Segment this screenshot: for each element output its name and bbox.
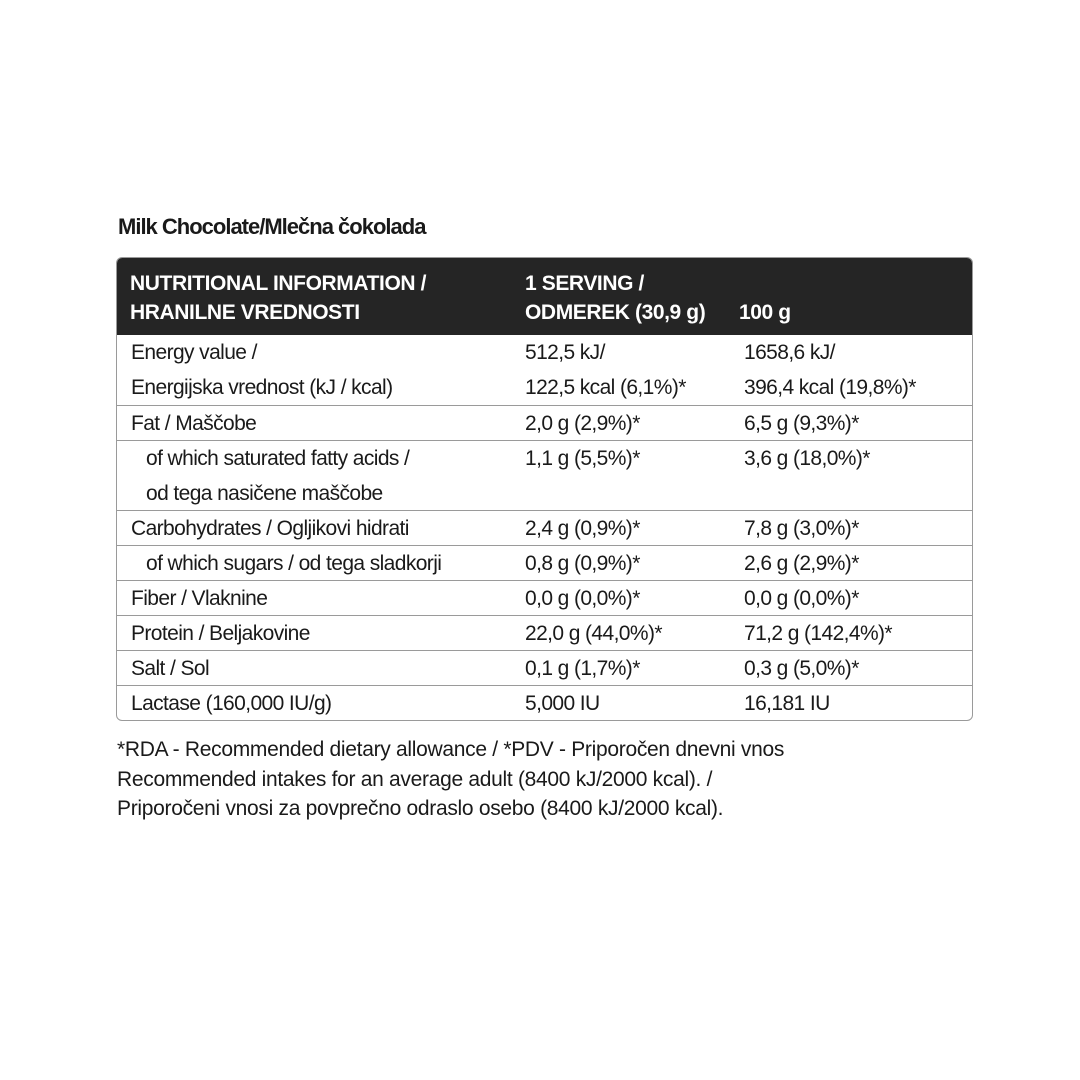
nutrient-name [131, 511, 409, 546]
per-100g-value [744, 686, 830, 721]
table-row [117, 405, 972, 440]
table-row [117, 335, 972, 405]
per-100g-value [744, 581, 859, 616]
nutrient-name-line: Fat / Maščobe [131, 412, 257, 435]
nutrient-name-line: Lactase (160,000 IU/g) [131, 692, 332, 715]
per-100g-value [744, 335, 916, 405]
footnote-line-2: Recommended intakes for an average adult (8400 kJ/2000 kcal). / [117, 767, 713, 791]
serving-value [525, 335, 686, 405]
serving-value-line: 2,4 g (0,9%)* [525, 517, 640, 540]
serving-value [525, 651, 640, 686]
nutrient-name [131, 651, 209, 686]
nutrient-name-line: Energijska vrednost (kJ / kcal) [131, 376, 393, 399]
table-row [117, 510, 972, 545]
header-serving [525, 269, 705, 327]
serving-value [525, 546, 640, 581]
serving-value [525, 511, 640, 546]
table-body [117, 335, 972, 720]
nutrient-name [131, 581, 267, 616]
table-row [117, 580, 972, 615]
nutrient-name-line: Carbohydrates / Ogljikovi hidrati [131, 517, 409, 540]
per-100g-value [744, 511, 859, 546]
serving-value-line: 0,1 g (1,7%)* [525, 657, 640, 680]
serving-value-line: 1,1 g (5,5%)* [525, 447, 640, 470]
table-row [117, 615, 972, 650]
nutrient-name-line: of which saturated fatty acids / [146, 447, 410, 470]
serving-value-line: 2,0 g (2,9%)* [525, 412, 640, 435]
table-header [117, 258, 972, 335]
header-per-100g: 100 g [739, 301, 791, 324]
per-100g-value [744, 616, 892, 651]
per-100g-value-line: 0,3 g (5,0%)* [744, 657, 859, 680]
table-row [117, 685, 972, 720]
nutrient-name-line: od tega nasičene maščobe [146, 482, 383, 505]
nutrient-name [131, 335, 393, 405]
nutrient-name [146, 441, 409, 511]
serving-value [525, 406, 640, 441]
per-100g-value [744, 651, 859, 686]
per-100g-value-line: 2,6 g (2,9%)* [744, 552, 859, 575]
serving-value [525, 686, 600, 721]
serving-value [525, 616, 662, 651]
header-nutrition-info-line1: NUTRITIONAL INFORMATION / [130, 272, 427, 295]
footnote [117, 735, 784, 824]
nutrient-name-line: Fiber / Vlaknine [131, 587, 268, 610]
product-title: Milk Chocolate/Mlečna čokolada [118, 214, 426, 239]
nutrient-name [131, 406, 256, 441]
header-serving-line2: ODMEREK (30,9 g) [525, 301, 706, 324]
per-100g-value-line: 3,6 g (18,0%)* [744, 447, 870, 470]
nutrient-name-line: Salt / Sol [131, 657, 210, 680]
table-row [117, 440, 972, 510]
nutrition-table [116, 257, 973, 721]
nutrient-name [146, 546, 441, 581]
per-100g-value-line: 1658,6 kJ/ [744, 341, 835, 364]
nutrient-name-line: Protein / Beljakovine [131, 622, 310, 645]
serving-value-line: 5,000 IU [525, 692, 600, 715]
per-100g-value [744, 441, 870, 476]
serving-value-line: 512,5 kJ/ [525, 341, 605, 364]
footnote-line-3: Priporočeni vnosi za povprečno odraslo osebo (8400 kJ/2000 kcal). [117, 797, 724, 820]
per-100g-value-line: 396,4 kcal (19,8%)* [744, 376, 916, 399]
serving-value-line: 0,8 g (0,9%)* [525, 552, 640, 575]
serving-value-line: 122,5 kcal (6,1%)* [525, 376, 686, 399]
nutrient-name [131, 686, 331, 721]
per-100g-value-line: 7,8 g (3,0%)* [744, 517, 859, 540]
header-serving-line1: 1 SERVING / [525, 272, 644, 295]
per-100g-value-line: 71,2 g (142,4%)* [744, 622, 893, 645]
table-row [117, 545, 972, 580]
per-100g-value-line: 16,181 IU [744, 692, 830, 715]
serving-value [525, 441, 640, 476]
serving-value [525, 581, 640, 616]
table-row [117, 650, 972, 685]
serving-value-line: 22,0 g (44,0%)* [525, 622, 662, 645]
per-100g-value [744, 546, 859, 581]
per-100g-value [744, 406, 859, 441]
nutrient-name [131, 616, 310, 651]
per-100g-value-line: 6,5 g (9,3%)* [744, 412, 859, 435]
nutrient-name-line: of which sugars / od tega sladkorji [146, 552, 442, 575]
per-100g-value-line: 0,0 g (0,0%)* [744, 587, 859, 610]
header-nutrition-info [130, 269, 426, 327]
header-nutrition-info-line2: HRANILNE VREDNOSTI [130, 301, 360, 324]
footnote-line-1: *RDA - Recommended dietary allowance / *PDV - Priporočen dnevni vnos [117, 738, 785, 761]
nutrient-name-line: Energy value / [131, 341, 257, 364]
serving-value-line: 0,0 g (0,0%)* [525, 587, 640, 610]
